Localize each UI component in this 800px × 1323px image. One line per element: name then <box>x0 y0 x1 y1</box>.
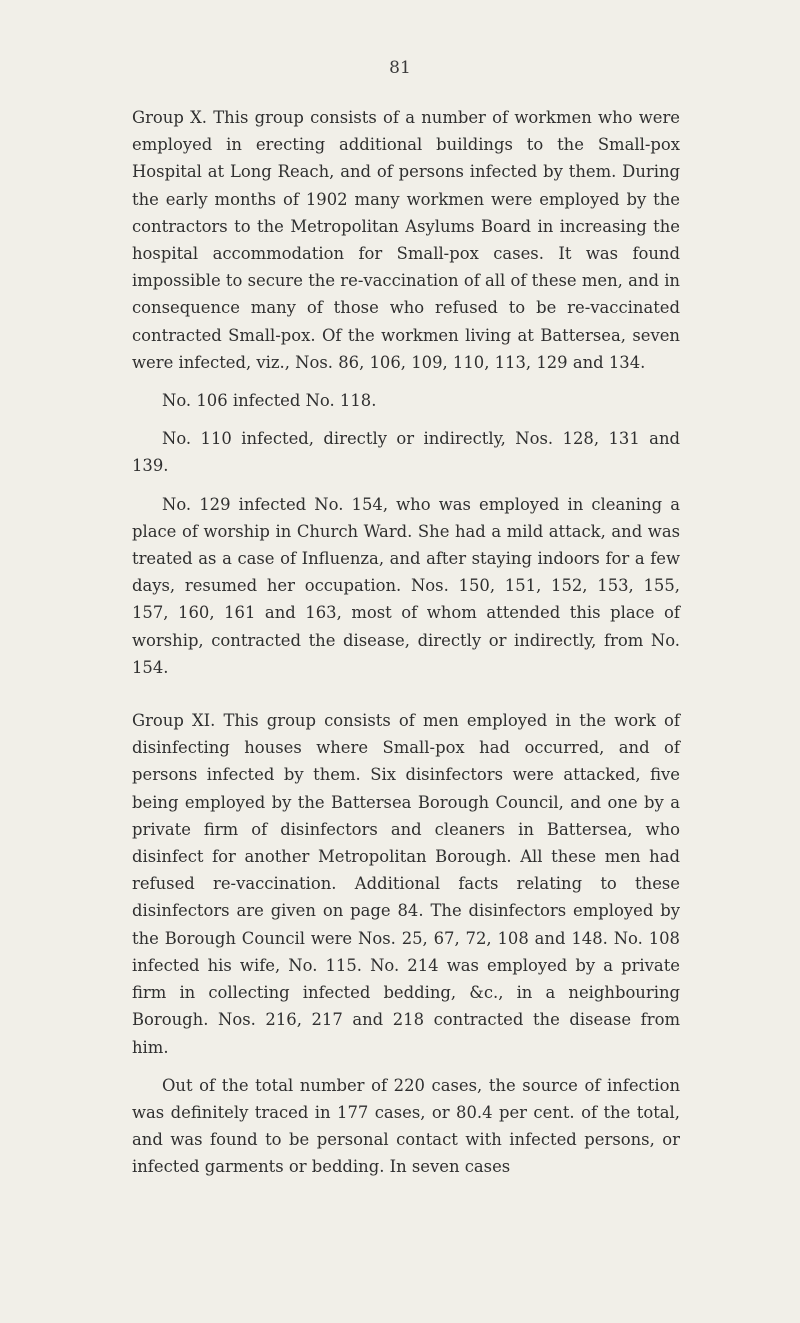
paragraph-no-129: No. 129 infected No. 154, who was employed in cleaning a place of worship in Church Ward. She had a mild attack, and was treated as a case of Influenza, and after staying indoors for a few days, resumed her occupation. Nos. 150, 151, 152, 153, 155, 157, 160, 161 and 163, most of whom attended this place of worship, contracted the disease, directly or indirectly, from No. 154. <box>132 494 680 677</box>
page-number: 81 <box>389 58 411 78</box>
paragraph-group-x: Group X. This group consists of a number of workmen who were employed in erecting additional buildings to the Small-pox Hospital at Long Reach, and of persons infected by them. During the early months of 1902 many workmen were employed by the contractors to the Metropolitan Asylums Board in increasing the hospital accommodation for Small-pox cases. It was found impossible to secure the re-vaccination of all of these men, and in consequence many of those who refused to be re-vaccinated contracted Small-pox. Of the workmen living at Battersea, seven were infected, viz., Nos. 86, 106, 109, 110, 113, 129 and 134. <box>132 108 680 372</box>
paragraph-summary: Out of the total number of 220 cases, the source of infection was definitely traced in 177 cases, or 80.4 per cent. of the total, and was found to be personal contact with infected persons, or infected garments or bedding. In seven cases <box>132 1075 680 1177</box>
paragraph-no-106: No. 106 infected No. 118. <box>162 391 377 411</box>
body-text <box>132 104 680 1192</box>
paragraph-no-110: No. 110 infected, directly or indirectly, Nos. 128, 131 and 139. <box>132 429 680 476</box>
paragraph-group-xi: Group XI. This group consists of men employed in the work of disinfecting houses where Small-pox had occurred, and of persons infected by them. Six disinfectors were attacked, five being employed by the Battersea Borough Council, and one by a private firm of disinfectors and cleaners in Battersea, who disinfect for another Metropolitan Borough. All these men had refused re-vaccination. Additional facts relating to these disinfectors are given on page 84. The disinfectors employed by the Borough Council were Nos. 25, 67, 72, 108 and 148. No. 108 infected his wife, No. 115. No. 214 was employed by a private firm in collecting infected bedding, &c., in a neighbouring Borough. Nos. 216, 217 and 218 contracted the disease from him. <box>132 711 680 1057</box>
